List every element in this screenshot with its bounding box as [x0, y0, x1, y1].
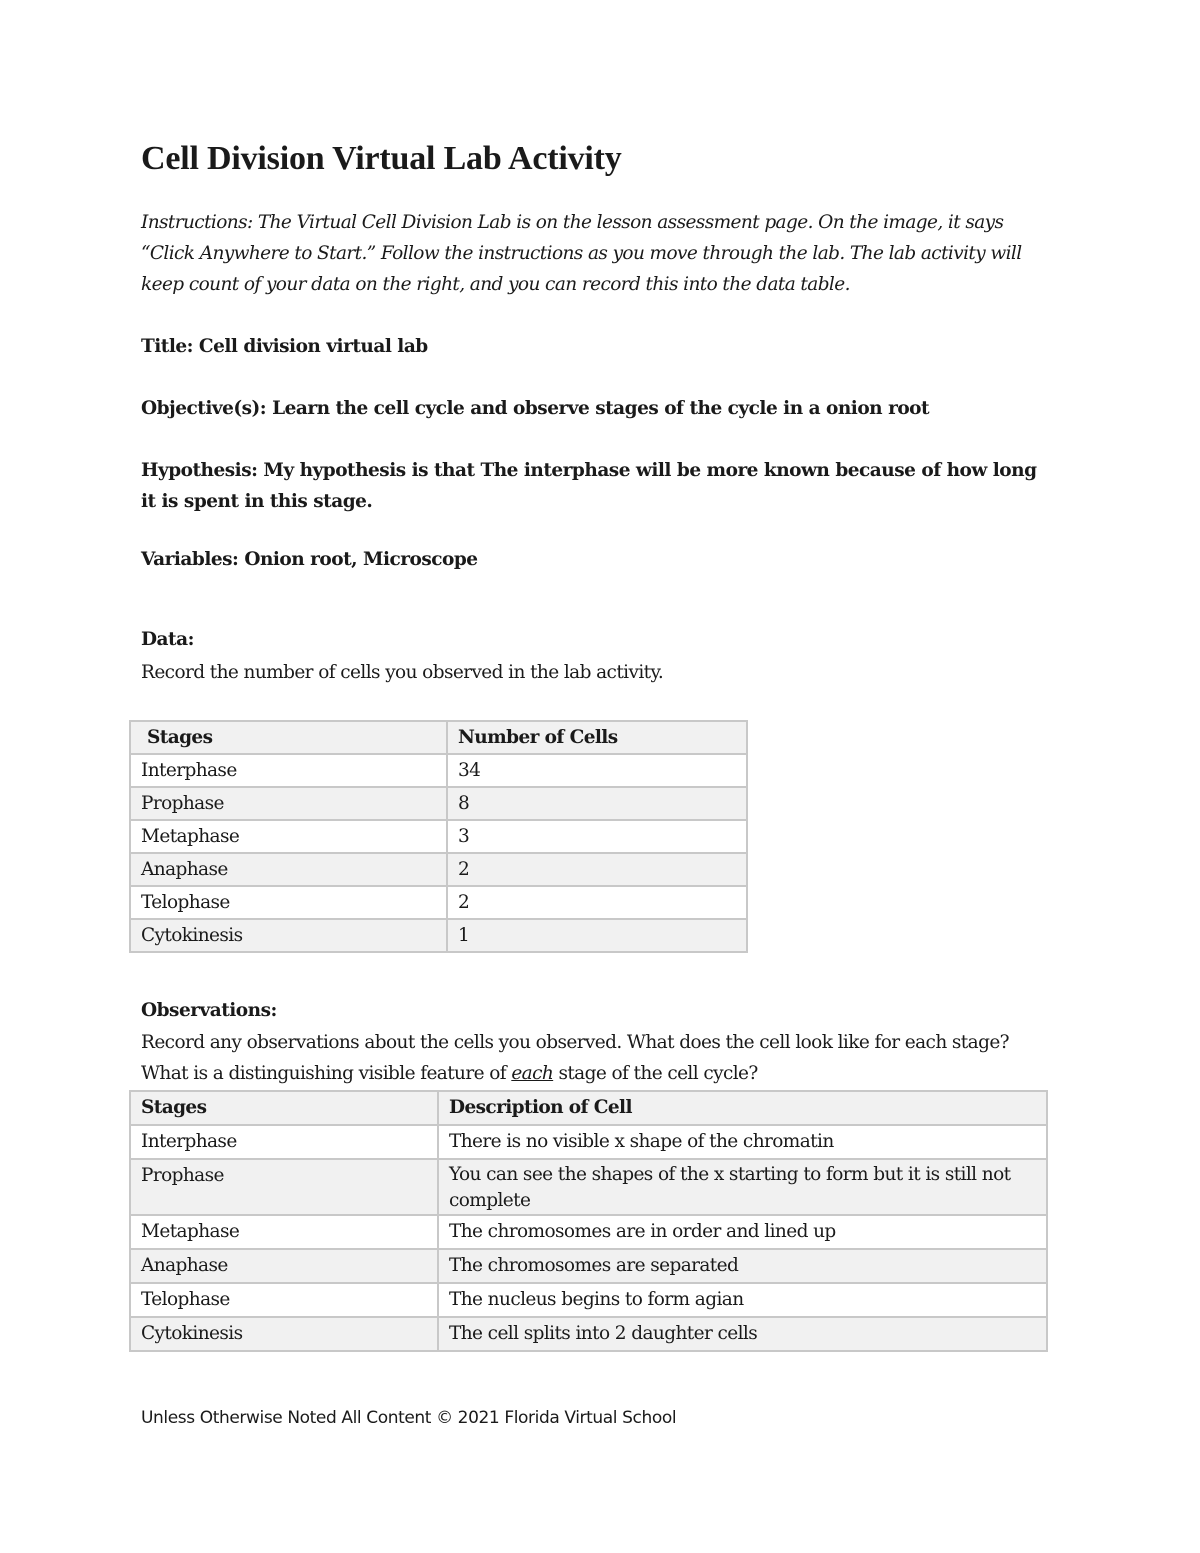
observations-table-header-description: Description of Cell	[438, 1091, 1047, 1125]
description-cell: The chromosomes are separated	[438, 1249, 1047, 1283]
observations-prompt-end: stage of the cell cycle?	[553, 1063, 758, 1084]
stage-cell: Cytokinesis	[130, 919, 447, 952]
data-table-header-row	[130, 721, 747, 754]
count-cell: 2	[447, 886, 747, 919]
stage-cell: Prophase	[130, 1159, 438, 1215]
table-row	[130, 853, 747, 886]
hypothesis-field: Hypothesis: My hypothesis is that The interphase will be more known because of how long it is spent in this stage.	[141, 460, 1037, 512]
observations-heading: Observations:	[141, 1000, 277, 1021]
table-row	[130, 886, 747, 919]
stage-cell: Telophase	[130, 1283, 438, 1317]
table-row	[130, 1159, 1047, 1215]
table-row	[130, 1317, 1047, 1351]
table-row	[130, 919, 747, 952]
table-row	[130, 1249, 1047, 1283]
observations-prompt	[141, 1027, 1021, 1089]
stage-cell: Metaphase	[130, 820, 447, 853]
table-row	[130, 820, 747, 853]
objective-field: Objective(s): Learn the cell cycle and observe stages of the cycle in a onion root	[141, 398, 930, 419]
observations-prompt-emphasis: each	[511, 1063, 554, 1084]
observations-prompt-start: Record any observations about the cells you observed. What does the cell look like for each stage? What is a distinguishing visible feature of	[141, 1032, 1009, 1084]
observations-table	[129, 1090, 1048, 1352]
stage-cell: Interphase	[130, 1125, 438, 1159]
stage-cell: Interphase	[130, 754, 447, 787]
table-row	[130, 787, 747, 820]
title-field: Title: Cell division virtual lab	[141, 336, 428, 357]
data-table-header-count: Number of Cells	[447, 721, 747, 754]
table-row	[130, 1283, 1047, 1317]
data-prompt: Record the number of cells you observed in the lab activity.	[141, 662, 664, 683]
stage-cell: Telophase	[130, 886, 447, 919]
table-row	[130, 1215, 1047, 1249]
table-row	[130, 1125, 1047, 1159]
footer-copyright: Unless Otherwise Noted All Content © 2021 Florida Virtual School	[141, 1408, 677, 1428]
table-row	[130, 754, 747, 787]
count-cell: 1	[447, 919, 747, 952]
page-title: Cell Division Virtual Lab Activity	[141, 140, 622, 177]
stage-cell: Anaphase	[130, 853, 447, 886]
count-cell: 34	[447, 754, 747, 787]
description-cell: There is no visible x shape of the chromatin	[438, 1125, 1047, 1159]
data-table-header-stages: Stages	[130, 721, 447, 754]
observations-table-header-stages: Stages	[130, 1091, 438, 1125]
count-cell: 3	[447, 820, 747, 853]
stage-cell: Cytokinesis	[130, 1317, 438, 1351]
stage-cell: Anaphase	[130, 1249, 438, 1283]
data-heading: Data:	[141, 629, 194, 650]
description-cell: The chromosomes are in order and lined up	[438, 1215, 1047, 1249]
variables-field: Variables: Onion root, Microscope	[141, 549, 478, 570]
description-cell: You can see the shapes of the x starting to form but it is still not complete	[438, 1159, 1047, 1215]
count-cell: 2	[447, 853, 747, 886]
description-cell: The cell splits into 2 daughter cells	[438, 1317, 1047, 1351]
stage-cell: Prophase	[130, 787, 447, 820]
stage-cell: Metaphase	[130, 1215, 438, 1249]
data-table	[129, 720, 748, 953]
description-cell: The nucleus begins to form agian	[438, 1283, 1047, 1317]
observations-table-header-row	[130, 1091, 1047, 1125]
count-cell: 8	[447, 787, 747, 820]
instructions-text: Instructions: The Virtual Cell Division Lab is on the lesson assessment page. On the image, it says “Click Anywhere to Start.” Follow the instructions as you move through the lab. The lab activity will keep count of your data on the right, and you can record this into the data table.	[141, 212, 1022, 295]
